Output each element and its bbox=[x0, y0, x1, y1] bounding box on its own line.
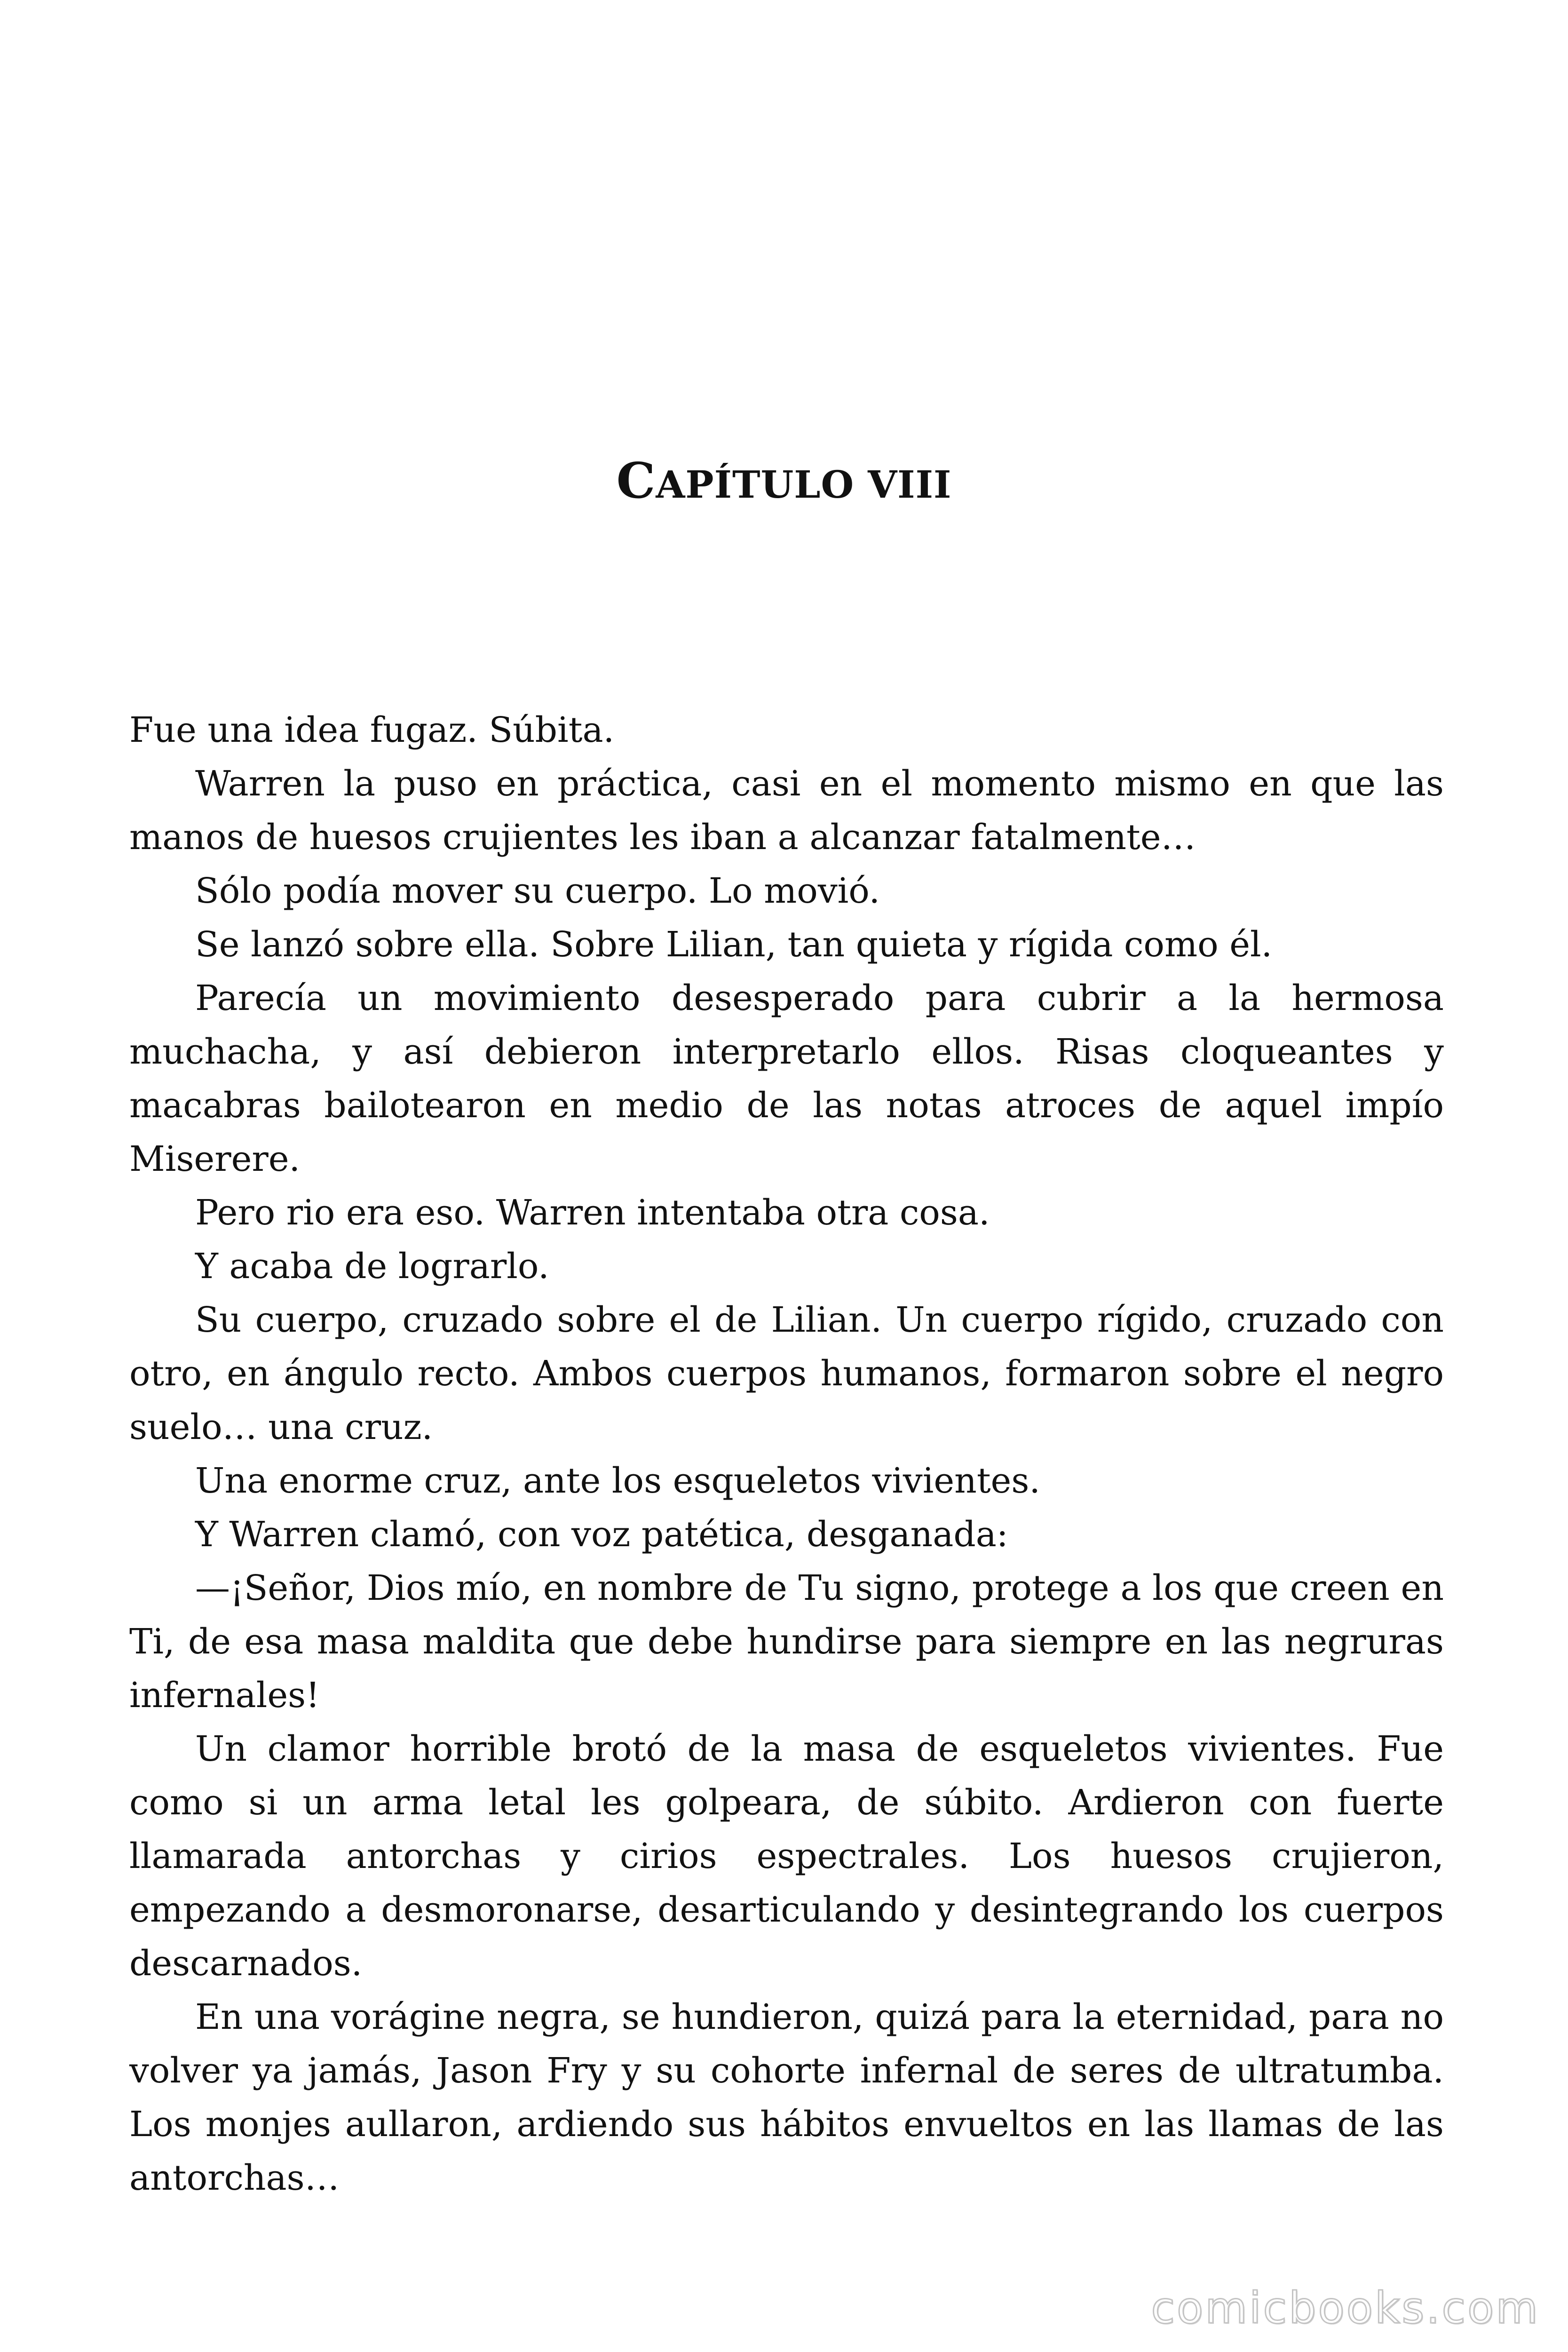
chapter-title-initial: C bbox=[616, 452, 656, 509]
paragraph: En una vorágine negra, se hundieron, quizá para la eternidad, para no volver ya jamás, Jason Fry y su cohorte infernal de seres de ultratumba. Los monjes aullaron, ardiendo sus hábitos envueltos en las llamas de las antorchas… bbox=[129, 1997, 1444, 2198]
chapter-title bbox=[0, 452, 1568, 509]
paragraph: Y acaba de lograrlo. bbox=[195, 1246, 549, 1287]
paragraph: Su cuerpo, cruzado sobre el de Lilian. Un cuerpo rígido, cruzado con otro, en ángulo recto. Ambos cuerpos humanos, formaron sobre el negro suelo… una cruz. bbox=[129, 1300, 1444, 1447]
chapter-body bbox=[129, 703, 1444, 2205]
paragraph: Un clamor horrible brotó de la masa de esqueletos vivientes. Fue como si un arma letal les golpeara, de súbito. Ardieron con fuerte llamarada antorchas y cirios espectrales. Los huesos crujieron, empezando a desmoronarse, desarticulando y desintegrando los cuerpos descarnados. bbox=[129, 1729, 1444, 1984]
paragraph: Fue una idea fugaz. Súbita. bbox=[129, 710, 615, 750]
paragraph: Una enorme cruz, ante los esqueletos vivientes. bbox=[195, 1461, 1040, 1501]
paragraph: —¡Señor, Dios mío, en nombre de Tu signo, protege a los que creen en Ti, de esa masa maldita que debe hundirse para siempre en las negruras infernales! bbox=[129, 1568, 1444, 1716]
paragraph: Se lanzó sobre ella. Sobre Lilian, tan quieta y rígida como él. bbox=[195, 924, 1273, 965]
watermark: comicbooks.com bbox=[1151, 2283, 1540, 2333]
paragraph: Pero rio era eso. Warren intentaba otra cosa. bbox=[195, 1192, 990, 1233]
paragraph: Y Warren clamó, con voz patética, desganada: bbox=[195, 1514, 1008, 1555]
chapter-title-rest: APÍTULO VIII bbox=[656, 462, 952, 507]
paragraph: Sólo podía mover su cuerpo. Lo movió. bbox=[195, 871, 880, 911]
paragraph: Warren la puso en práctica, casi en el momento mismo en que las manos de huesos crujientes les iban a alcanzar fatalmente… bbox=[129, 763, 1444, 858]
paragraph: Parecía un movimiento desesperado para cubrir a la hermosa muchacha, y así debieron interpretarlo ellos. Risas cloqueantes y macabras bailotearon en medio de las notas atroces de aquel impío Miserere. bbox=[129, 978, 1444, 1179]
